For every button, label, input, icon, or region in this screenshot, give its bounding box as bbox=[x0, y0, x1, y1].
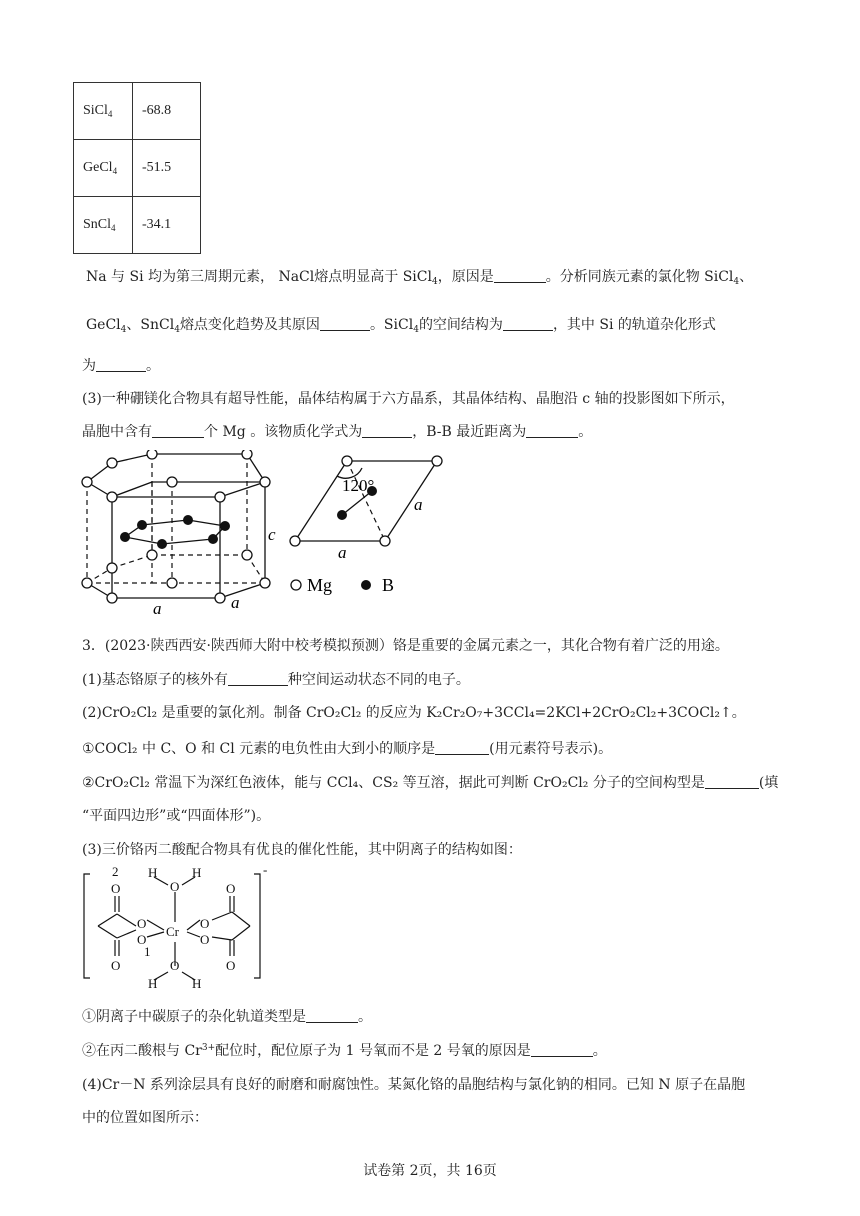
svg-text:H: H bbox=[192, 865, 202, 880]
para1-line3: 为 。 bbox=[82, 358, 160, 374]
svg-text:O: O bbox=[111, 881, 121, 896]
q3-line1: (3)一种硼镁化合物具有超导性能，晶体结构属于六方晶系，其晶体结构、晶胞沿 c 轴的投影图如下所示， bbox=[82, 391, 735, 407]
q-chromium-intro: 3．(2023·陕西西安·陕西师大附中校考模拟预测）铬是重要的金属元素之一，其化合物有着广泛的用途。 bbox=[82, 638, 729, 654]
para1-line1: Na 与 Si 均为第三周期元素， NaCl熔点明显高于 SiCl$_4$，原因是 。分析同族元素的氯化物 SiCl$_4$、 bbox=[86, 269, 754, 287]
label-c: c bbox=[268, 525, 276, 544]
melting-point-table bbox=[73, 82, 201, 254]
label-1: 1 bbox=[144, 944, 151, 959]
q-chromium-p5: “平面四边形”或“四面体形”)。 bbox=[82, 808, 271, 824]
label-a-bottom: a bbox=[153, 599, 162, 615]
label-2: 2 bbox=[112, 864, 119, 879]
svg-text:H: H bbox=[148, 976, 158, 991]
proj-angle: 120° bbox=[342, 476, 375, 495]
proj-label-a-right: a bbox=[414, 495, 423, 514]
svg-text:O: O bbox=[200, 932, 210, 947]
q-chromium-p1: (1)基态铬原子的核外有 种空间运动状态不同的电子。 bbox=[82, 672, 470, 688]
q-chromium-p9: (4)Cr－N 系列涂层具有良好的耐磨和耐腐蚀性。某氮化铬的晶胞结构与氯化钠的相同。已知 N 原子在晶胞 bbox=[82, 1077, 746, 1093]
svg-text:O: O bbox=[226, 881, 236, 896]
svg-text:O: O bbox=[170, 879, 180, 894]
q3-line2: 晶胞中含有 个 Mg 。该物质化学式为 ，B-B 最近距离为 。 bbox=[82, 424, 593, 440]
svg-text:H: H bbox=[192, 976, 202, 991]
compound-cell: SiCl$_4$ bbox=[74, 83, 133, 140]
label-a-side: a bbox=[231, 593, 240, 612]
q-chromium-p6: (3)三价铬丙二酸配合物具有优良的催化性能，其中阴离子的结构如图： bbox=[82, 842, 522, 858]
table-row bbox=[74, 197, 201, 254]
svg-text:O: O bbox=[111, 958, 121, 973]
q-chromium-p7: ①阴离子中碳原子的杂化轨道类型是 。 bbox=[82, 1009, 372, 1025]
para1-line2: GeCl$_4$、SnCl$_4$熔点变化趋势及其原因 。SiCl$_4$的空间结构为 ，其中 Si 的轨道杂化形式 bbox=[86, 317, 716, 335]
compound-cell: SnCl$_4$ bbox=[74, 197, 133, 254]
svg-text:O: O bbox=[137, 932, 147, 947]
svg-text:H: H bbox=[148, 865, 158, 880]
melting-point-cell: -34.1 bbox=[133, 197, 201, 254]
crystal-structure-figure bbox=[75, 450, 455, 615]
svg-text:O: O bbox=[170, 958, 180, 973]
q-chromium-p2: (2)CrO₂Cl₂ 是重要的氯化剂。制备 CrO₂Cl₂ 的反应为 K₂Cr₂O₇+3CCl₄=2KCl+2CrO₂Cl₂+3COCl₂↑。 bbox=[82, 705, 746, 721]
melting-point-cell: -68.8 bbox=[133, 83, 201, 140]
table-row bbox=[74, 83, 201, 140]
q-chromium-p4: ②CrO₂Cl₂ 常温下为深红色液体，能与 CCl₄、CS₂ 等互溶，据此可判断 CrO₂Cl₂ 分子的空间构型是 (填 bbox=[82, 775, 779, 791]
legend-b: B bbox=[382, 575, 395, 595]
svg-text:O: O bbox=[200, 916, 210, 931]
svg-text:O: O bbox=[226, 958, 236, 973]
chromium-complex-structure bbox=[82, 862, 272, 992]
q-chromium-p3: ①COCl₂ 中 C、O 和 Cl 元素的电负性由大到小的顺序是 (用元素符号表示)。 bbox=[82, 741, 613, 757]
label-charge: - bbox=[263, 862, 268, 877]
proj-label-a-bottom: a bbox=[338, 543, 347, 562]
q-chromium-p10: 中的位置如图所示： bbox=[82, 1110, 208, 1126]
svg-text:O: O bbox=[137, 916, 147, 931]
label-cr: Cr bbox=[166, 924, 179, 939]
melting-point-cell: -51.5 bbox=[133, 140, 201, 197]
legend-mg: Mg bbox=[307, 575, 333, 595]
compound-cell: GeCl$_4$ bbox=[74, 140, 133, 197]
table-row bbox=[74, 140, 201, 197]
q-chromium-p8: ②在丙二酸根与 $Cr^{3+}$配位时，配位原子为 1 号氧而不是 2 号氧的原因是 。 bbox=[82, 1043, 607, 1059]
page-footer: 试卷第 2页，共 16页 bbox=[363, 1163, 497, 1179]
